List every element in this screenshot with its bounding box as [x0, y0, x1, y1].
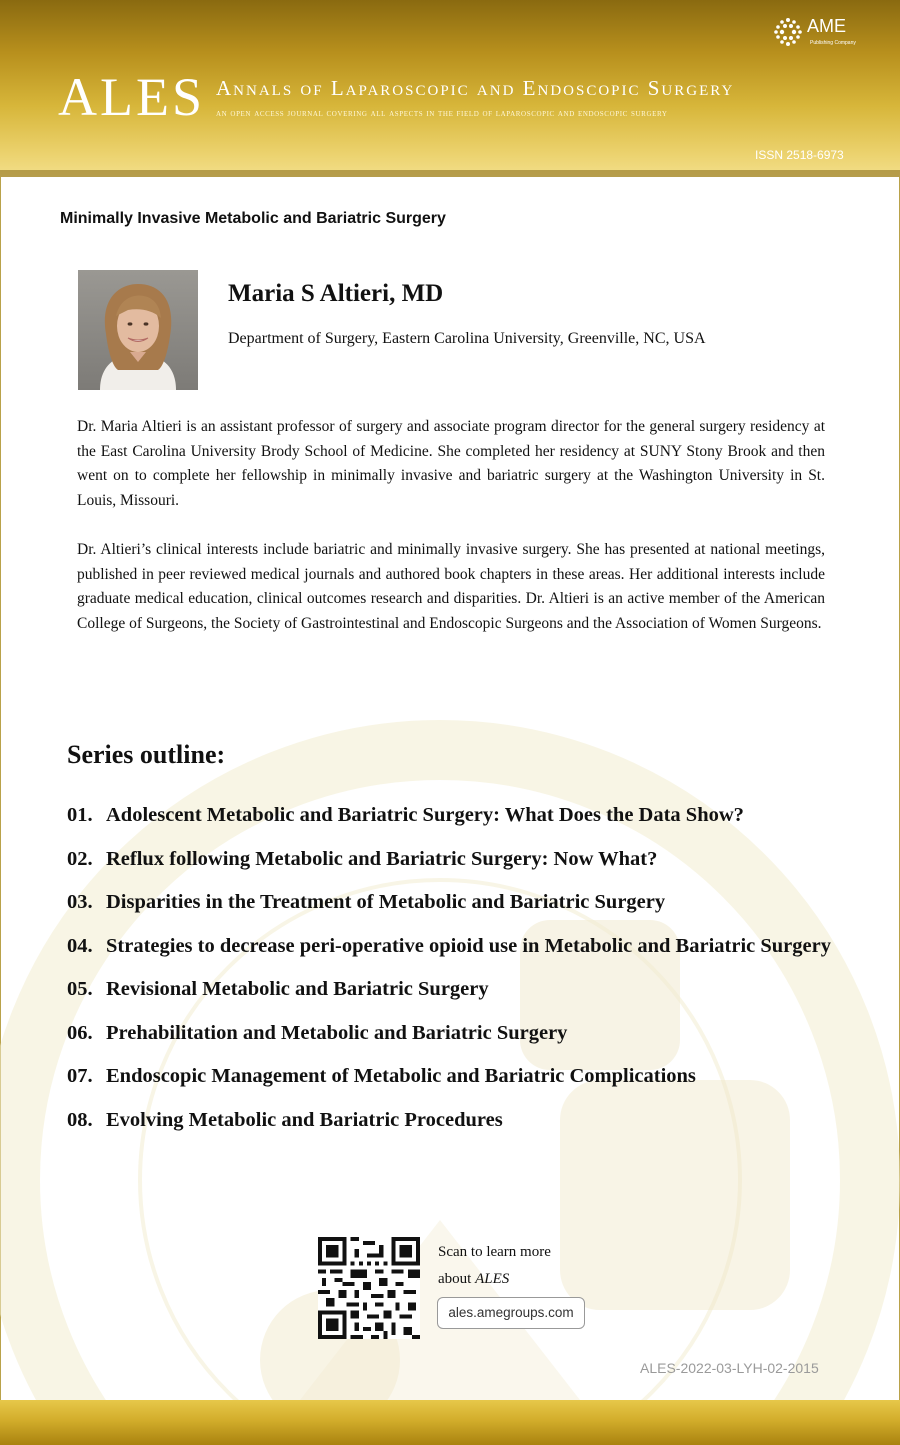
footer-bar — [0, 1400, 900, 1445]
outline-item — [67, 1061, 847, 1091]
bio-paragraph-2: Dr. Altieri’s clinical interests include bariatric and minimally invasive surgery. She has presented at national meetings, published in peer reviewed medical journals and authored book chapters in these areas. Her additional interests include graduate medical education, clinical outcomes research and disparities. Dr. Altieri is an active member of the American College of Surgeons, the Society of Gastrointestinal and Endoscopic Surgeons and the Association of Women Surgeons. — [77, 541, 825, 632]
outline-item-number: 06. — [67, 1021, 93, 1044]
outline-item-number: 02. — [67, 847, 93, 870]
reference-code: ALES-2022-03-LYH-02-2015 — [640, 1360, 819, 1376]
outline-item-text: Disparities in the Treatment of Metabolic and Bariatric Surgery — [106, 891, 666, 913]
journal-url-link[interactable]: ales.amegroups.com — [437, 1297, 585, 1329]
outline-item — [67, 931, 847, 961]
ame-logo — [772, 16, 872, 50]
outline-item-number: 07. — [67, 1065, 93, 1087]
author-photo — [78, 270, 198, 390]
qr-code-icon[interactable] — [318, 1237, 420, 1339]
outline-item-text: Adolescent Metabolic and Bariatric Surgery: What Does the Data Show? — [106, 804, 744, 826]
bio-paragraph-1: Dr. Maria Altieri is an assistant professor of surgery and associate program director for the general surgery residency at the East Carolina University Brody School of Medicine. She completed her residency at SUNY Stony Brook and then went on to complete her fellowship in minimally invasive and bariatric surgery at the Washington University in St. Louis, Missouri. — [77, 418, 825, 509]
outline-item — [67, 844, 847, 874]
outline-item — [67, 887, 847, 917]
author-name: Maria S Altieri, MD — [228, 280, 444, 307]
journal-title: Annals of Laparoscopic and Endoscopic Surgery — [216, 76, 735, 100]
header-divider — [0, 170, 900, 177]
outline-item-text: Prehabilitation and Metabolic and Bariatric Surgery — [106, 1021, 568, 1044]
series-outline-list — [67, 800, 847, 1148]
series-outline-title: Series outline: — [67, 740, 226, 769]
outline-item-text: Reflux following Metabolic and Bariatric Surgery: Now What? — [106, 847, 658, 870]
journal-subtitle: an open access journal covering all aspects in the field of laparoscopic and endoscopic surgery — [216, 108, 668, 119]
outline-item-text: Endoscopic Management of Metabolic and Bariatric Complications — [106, 1065, 696, 1087]
outline-item — [67, 1105, 847, 1135]
outline-item-number: 04. — [67, 934, 93, 957]
journal-header — [0, 0, 900, 177]
ales-logo: ALES — [58, 67, 205, 127]
outline-item-number: 05. — [67, 978, 93, 1000]
outline-item-number: 03. — [67, 891, 93, 913]
outline-item-text: Evolving Metabolic and Bariatric Procedures — [106, 1108, 503, 1131]
ame-subtext: Publishing Company — [810, 40, 856, 46]
issn-number: ISSN 2518-6973 — [755, 148, 844, 162]
ame-dots-icon — [772, 16, 804, 48]
scan-line-2-journal: ALES — [475, 1271, 510, 1287]
outline-item — [67, 974, 847, 1004]
outline-item-number: 01. — [67, 804, 93, 826]
portrait-photo-icon — [78, 270, 198, 390]
outline-item — [67, 1018, 847, 1048]
scan-line-1: Scan to learn more — [438, 1244, 551, 1260]
outline-item-text: Revisional Metabolic and Bariatric Surgery — [106, 978, 489, 1000]
scan-line-2 — [438, 1266, 551, 1293]
scan-instructions — [438, 1239, 551, 1293]
series-heading: Minimally Invasive Metabolic and Bariatric Surgery — [60, 210, 446, 227]
outline-item — [67, 800, 847, 830]
outline-item-text: Strategies to decrease peri-operative opioid use in Metabolic and Bariatric Surgery — [106, 934, 831, 957]
outline-item-number: 08. — [67, 1108, 93, 1131]
ame-text: AME — [807, 16, 847, 36]
scan-line-2-prefix: about — [438, 1271, 476, 1287]
author-affiliation: Department of Surgery, Eastern Carolina University, Greenville, NC, USA — [228, 330, 706, 347]
